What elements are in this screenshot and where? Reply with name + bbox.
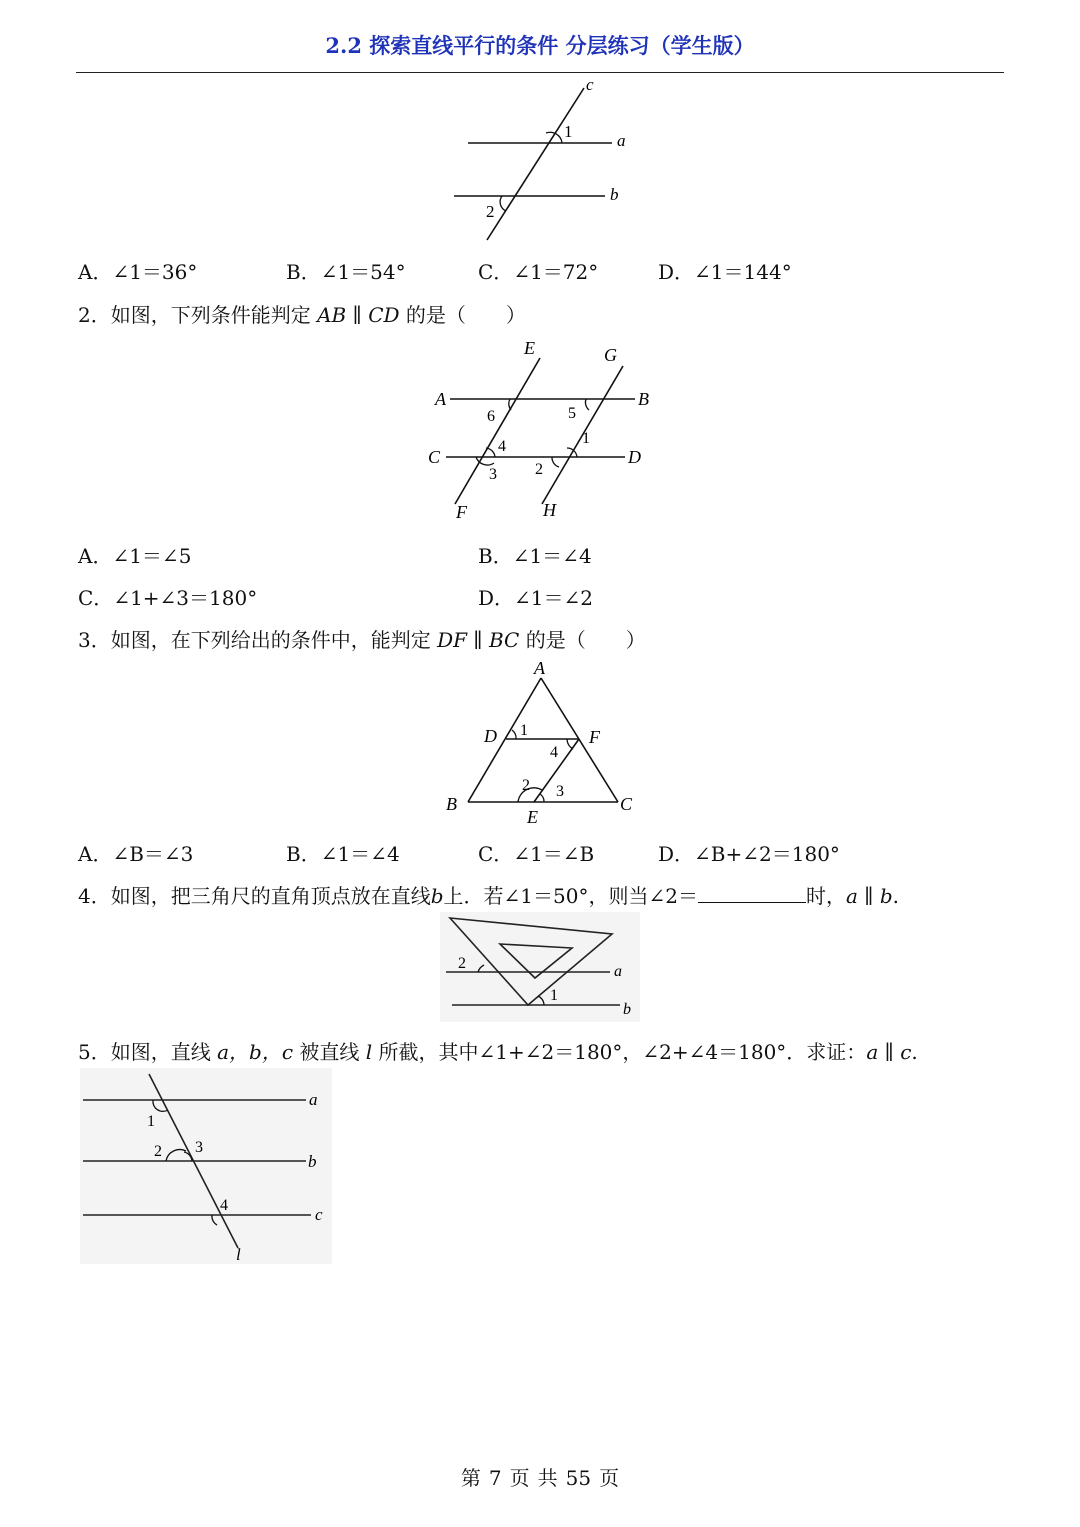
q5-label-2: 2 (154, 1143, 162, 1160)
q3-label-C: C (620, 794, 633, 814)
q1-label-c: c (586, 75, 594, 94)
q3-label-D: D (484, 726, 497, 746)
q1-label-b: b (610, 185, 619, 204)
q5-label-l: l (236, 1245, 241, 1264)
q4-answer-blank[interactable] (698, 884, 806, 903)
q2-label-A: A (435, 389, 446, 409)
q5-label-3: 3 (195, 1139, 203, 1156)
q2-label-D: D (628, 447, 641, 467)
q5-stem: 5．如图，直线 a，b，c 被直线 l 所截，其中∠1+∠2＝180°，∠2+∠4＝180°．求证：a ∥ c. (78, 1040, 918, 1064)
q1-line-c (487, 88, 584, 240)
q3-label-2: 2 (522, 777, 530, 794)
q3-label-B: B (446, 794, 457, 814)
q2-figure (420, 336, 660, 526)
q5-figure (80, 1068, 332, 1264)
q2-label-2: 2 (535, 461, 543, 478)
q2-angle2-arc (552, 457, 559, 467)
q2-option-d[interactable]: D．∠1＝∠2 (478, 586, 594, 610)
q3-figure (440, 656, 640, 828)
q3-side-ac (541, 678, 618, 802)
q3-label-F: F (589, 727, 600, 747)
q2-line-ef (455, 358, 540, 504)
page-header-title: 2.2 探索直线平行的条件 分层练习（学生版） (325, 33, 755, 58)
q5-label-c: c (315, 1205, 323, 1224)
q1-option-a[interactable]: A．∠1＝36° (78, 260, 198, 284)
q1-figure (440, 74, 640, 246)
q2-label-B: B (638, 389, 649, 409)
q2-label-H: H (543, 500, 556, 520)
q1-label-angle2: 2 (486, 202, 495, 221)
q3-option-a[interactable]: A．∠B＝∠3 (78, 842, 194, 866)
q1-label-a: a (617, 131, 626, 150)
q3-option-d[interactable]: D．∠B+∠2＝180° (658, 842, 840, 866)
q2-option-a[interactable]: A．∠1＝∠5 (78, 544, 192, 568)
q2-label-F: F (456, 502, 467, 522)
q5-label-a: a (309, 1090, 318, 1109)
q4-label-2: 2 (458, 955, 466, 972)
header-divider (76, 72, 1004, 73)
q4-label-b: b (623, 1001, 631, 1018)
q3-stem: 3．如图，在下列给出的条件中，能判定 DF ∥ BC 的是（ ） (78, 628, 646, 652)
q2-label-G: G (604, 345, 617, 365)
q2-label-E: E (524, 338, 535, 358)
q4-label-a: a (614, 963, 622, 980)
q3-label-A: A (534, 658, 545, 678)
q2-label-1: 1 (582, 430, 590, 447)
q3-side-ab (468, 678, 541, 802)
q3-label-3: 3 (556, 783, 564, 800)
q3-angle3-arc (540, 794, 544, 802)
q3-label-1: 1 (520, 722, 528, 739)
total-page-count: 55 (565, 1466, 592, 1490)
q4-label-1: 1 (550, 987, 558, 1004)
q2-option-c[interactable]: C．∠1+∠3＝180° (78, 586, 258, 610)
q2-label-6: 6 (487, 408, 495, 425)
page-footer: 第 7 页 共 55 页 (460, 1466, 620, 1490)
q2-label-4: 4 (498, 438, 506, 455)
q5-label-b: b (308, 1152, 317, 1171)
q2-angle5-arc (585, 399, 589, 410)
q3-label-4: 4 (550, 744, 558, 761)
q2-label-5: 5 (568, 405, 576, 422)
q5-label-4: 4 (220, 1197, 228, 1214)
q1-option-b[interactable]: B．∠1＝54° (286, 260, 406, 284)
q4-figure (440, 912, 640, 1022)
q2-stem: 2．如图，下列条件能判定 AB ∥ CD 的是（ ） (78, 303, 526, 327)
current-page-number: 7 (488, 1466, 502, 1490)
q2-label-3: 3 (489, 466, 497, 483)
q5-label-1: 1 (147, 1113, 155, 1130)
q3-angle1-arc (512, 730, 516, 739)
q1-option-c[interactable]: C．∠1＝72° (478, 260, 599, 284)
q3-option-b[interactable]: B．∠1＝∠4 (286, 842, 400, 866)
q2-option-b[interactable]: B．∠1＝∠4 (478, 544, 592, 568)
q1-angle2-arc (500, 196, 506, 211)
q2-label-C: C (428, 447, 441, 467)
q4-stem: 4．如图，把三角尺的直角顶点放在直线b上．若∠1＝50°，则当∠2＝ 时，a ∥ b. (78, 884, 900, 908)
q3-label-E: E (527, 807, 538, 827)
q1-label-angle1: 1 (564, 122, 573, 141)
q3-option-c[interactable]: C．∠1＝∠B (478, 842, 595, 866)
q1-option-d[interactable]: D．∠1＝144° (658, 260, 792, 284)
